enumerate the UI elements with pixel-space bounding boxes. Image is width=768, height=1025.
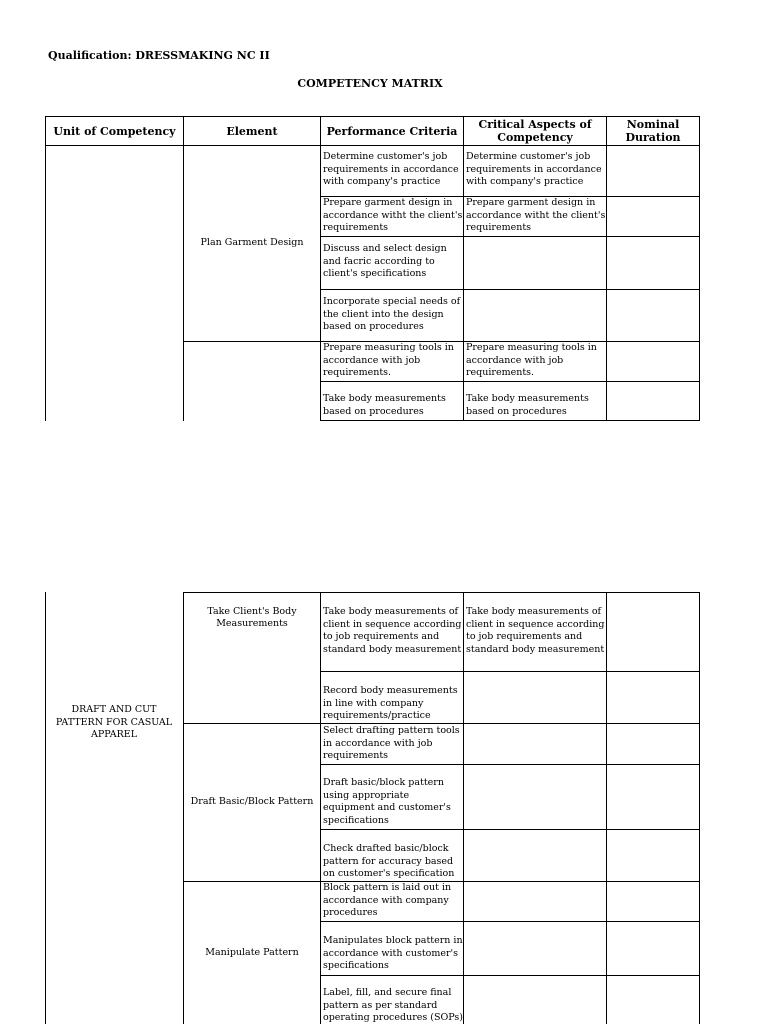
- element-manipulate-pattern: Manipulate Pattern: [205, 946, 299, 958]
- row-divider: [320, 420, 700, 421]
- performance-criteria-cell: Label, fill, and secure final pattern as per standard operating procedures (SOPs): [323, 987, 463, 1024]
- column-divider: [606, 592, 607, 1024]
- column-divider: [699, 592, 700, 1024]
- row-divider: [183, 723, 700, 724]
- critical-aspect-cell: Take body measurements of client in sequence according to job requirements and standard body measurement: [466, 606, 605, 655]
- page-title: COMPETENCY MATRIX: [297, 77, 443, 90]
- header-critical-aspects: Critical Aspects of Competency: [478, 118, 592, 144]
- performance-criteria-cell: Manipulates block pattern in accordance with customer's specifications: [323, 935, 463, 972]
- critical-aspect-cell: Prepare garment design in accordance witht the client's requirements: [466, 197, 606, 234]
- qualification-label: Qualification: DRESSMAKING NC II: [48, 49, 270, 62]
- header-performance-criteria: Performance Criteria: [326, 124, 458, 138]
- critical-aspect-cell: Take body measurements based on procedures: [466, 393, 589, 417]
- column-divider: [45, 592, 46, 1024]
- row-divider: [320, 671, 700, 672]
- performance-criteria-cell: Determine customer's job requirements in accordance with company's practice: [323, 151, 459, 188]
- row-divider: [320, 829, 700, 830]
- performance-criteria-cell: Discuss and select design and facric according to client's specifications: [323, 243, 447, 280]
- critical-aspect-cell: Prepare measuring tools in accordance with job requirements.: [466, 342, 597, 379]
- header-nominal-duration: Nominal Duration: [625, 118, 681, 144]
- element-plan-garment-design: Plan Garment Design: [200, 237, 304, 249]
- performance-criteria-cell: Take body measurements of client in sequence according to job requirements and standard body measurement: [323, 606, 462, 655]
- table-border: [183, 592, 700, 593]
- element-take-body-measurements: Take Client's Body Measurements: [207, 605, 297, 629]
- header-divider: [45, 145, 700, 146]
- row-divider: [320, 975, 700, 976]
- performance-criteria-cell: Check drafted basic/block pattern for accuracy based on customer's specification: [323, 843, 455, 880]
- row-divider: [320, 289, 700, 290]
- column-divider: [45, 116, 46, 421]
- performance-criteria-cell: Take body measurements based on procedures: [323, 393, 446, 417]
- element-draft-basic-block-pattern: Draft Basic/Block Pattern: [190, 795, 314, 807]
- column-divider: [463, 592, 464, 1024]
- performance-criteria-cell: Draft basic/block pattern using appropriate equipment and customer's specifications: [323, 777, 451, 826]
- critical-aspect-cell: Determine customer's job requirements in accordance with company's practice: [466, 151, 602, 188]
- row-divider: [320, 921, 700, 922]
- performance-criteria-cell: Select drafting pattern tools in accordance with job requirements: [323, 725, 460, 762]
- column-divider: [699, 116, 700, 421]
- unit-draft-and-cut-pattern: DRAFT AND CUT PATTERN FOR CASUAL APPAREL: [55, 704, 173, 741]
- row-divider: [320, 236, 700, 237]
- performance-criteria-cell: Incorporate special needs of the client into the design based on procedures: [323, 296, 461, 333]
- performance-criteria-cell: Prepare measuring tools in accordance with job requirements.: [323, 342, 454, 379]
- performance-criteria-cell: Record body measurements in line with company requirements/practice: [323, 685, 458, 722]
- header-element: Element: [226, 124, 278, 138]
- performance-criteria-cell: Prepare garment design in accordance witht the client's requirements: [323, 197, 463, 234]
- row-divider: [320, 764, 700, 765]
- row-divider: [320, 381, 700, 382]
- header-unit-of-competency: Unit of Competency: [53, 124, 176, 138]
- column-divider: [606, 116, 607, 421]
- performance-criteria-cell: Block pattern is laid out in accordance with company procedures: [323, 882, 452, 919]
